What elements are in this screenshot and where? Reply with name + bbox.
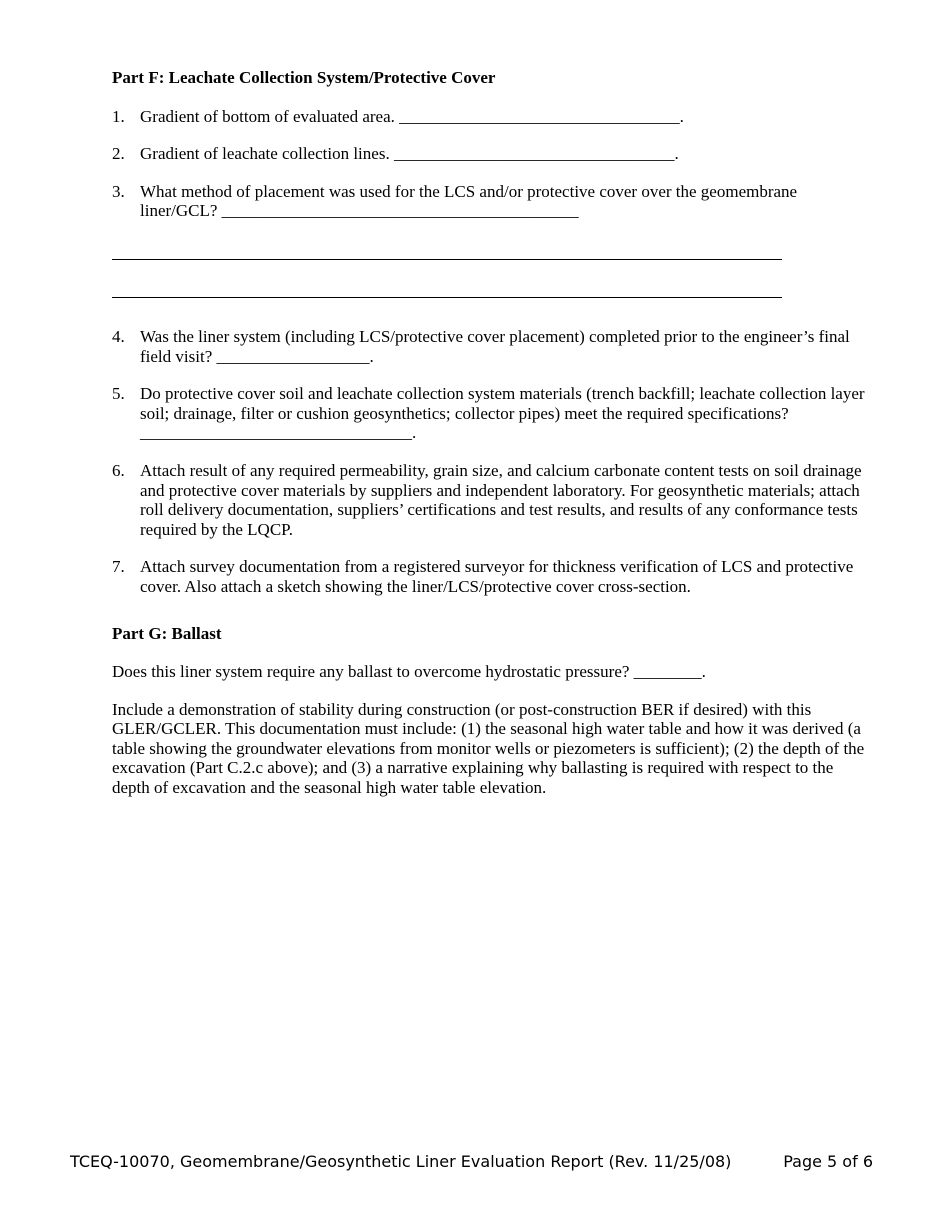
part-f-item-3 [112, 182, 872, 221]
part-f-heading: Part F: Leachate Collection System/Protective Cover [112, 68, 496, 87]
item-number: 5. [112, 384, 125, 404]
answer-blank-line [112, 259, 782, 260]
item-number: 1. [112, 106, 125, 126]
item-text: What method of placement was used for the LCS and/or protective cover over the geomembrane liner/GCL? __________________________________________ [140, 181, 798, 221]
ballast-question: Does this liner system require any ballast to overcome hydrostatic pressure? ________. [112, 662, 706, 682]
part-f-item-4 [112, 327, 872, 366]
part-f-item-2 [112, 144, 872, 164]
item-text: Gradient of leachate collection lines. _________________________________. [140, 144, 679, 164]
item-number: 6. [112, 460, 125, 480]
ballast-paragraph: Include a demonstration of stability during construction (or post-construction BER if desired) with this GLER/GCLER. This documentation must include: (1) the seasonal high water table and how it was derived (a table showing the groundwater elevations from monitor wells or piezometers is sufficient); (2) the depth of the excavation (Part C.2.c above); and (3) a narrative explaining why ballasting is required with respect to the depth of excavation and the seasonal high water table elevation. [112, 699, 865, 798]
item-text: Was the liner system (including LCS/protective cover placement) completed prior to the engineer’s final field visit? __________________. [140, 326, 850, 366]
part-f-item-7 [112, 557, 872, 596]
footer-form-title: TCEQ-10070, Geomembrane/Geosynthetic Liner Evaluation Report (Rev. 11/25/08) [70, 1152, 732, 1171]
item-number: 3. [112, 181, 125, 201]
item-text: Do protective cover soil and leachate collection system materials (trench backfill; leachate collection layer soil; drainage, filter or cushion geosynthetics; collector pipes) meet the required specifications? ________________________________. [140, 384, 865, 443]
part-f-item-5 [112, 384, 872, 443]
page-footer [70, 1152, 873, 1172]
footer-page-number: Page 5 of 6 [783, 1152, 873, 1171]
item-number: 2. [112, 144, 125, 164]
item-text: Attach result of any required permeability, grain size, and calcium carbonate content tests on soil drainage and protective cover materials by suppliers and independent laboratory. For geosynthetic materials; attach roll delivery documentation, suppliers’ certifications and test results, and results of any conformance tests required by the LQCP. [140, 460, 862, 539]
document-page [112, 68, 872, 798]
item-number: 7. [112, 557, 125, 577]
part-g-heading: Part G: Ballast [112, 623, 222, 643]
part-f-item-6 [112, 461, 872, 539]
item-number: 4. [112, 326, 125, 346]
answer-blank-line [112, 297, 782, 298]
part-f-item-1 [112, 107, 872, 127]
item-text: Attach survey documentation from a registered surveyor for thickness verification of LCS and protective cover. Also attach a sketch showing the liner/LCS/protective cover cross-section. [140, 557, 854, 596]
item-text: Gradient of bottom of evaluated area. _________________________________. [140, 106, 684, 126]
